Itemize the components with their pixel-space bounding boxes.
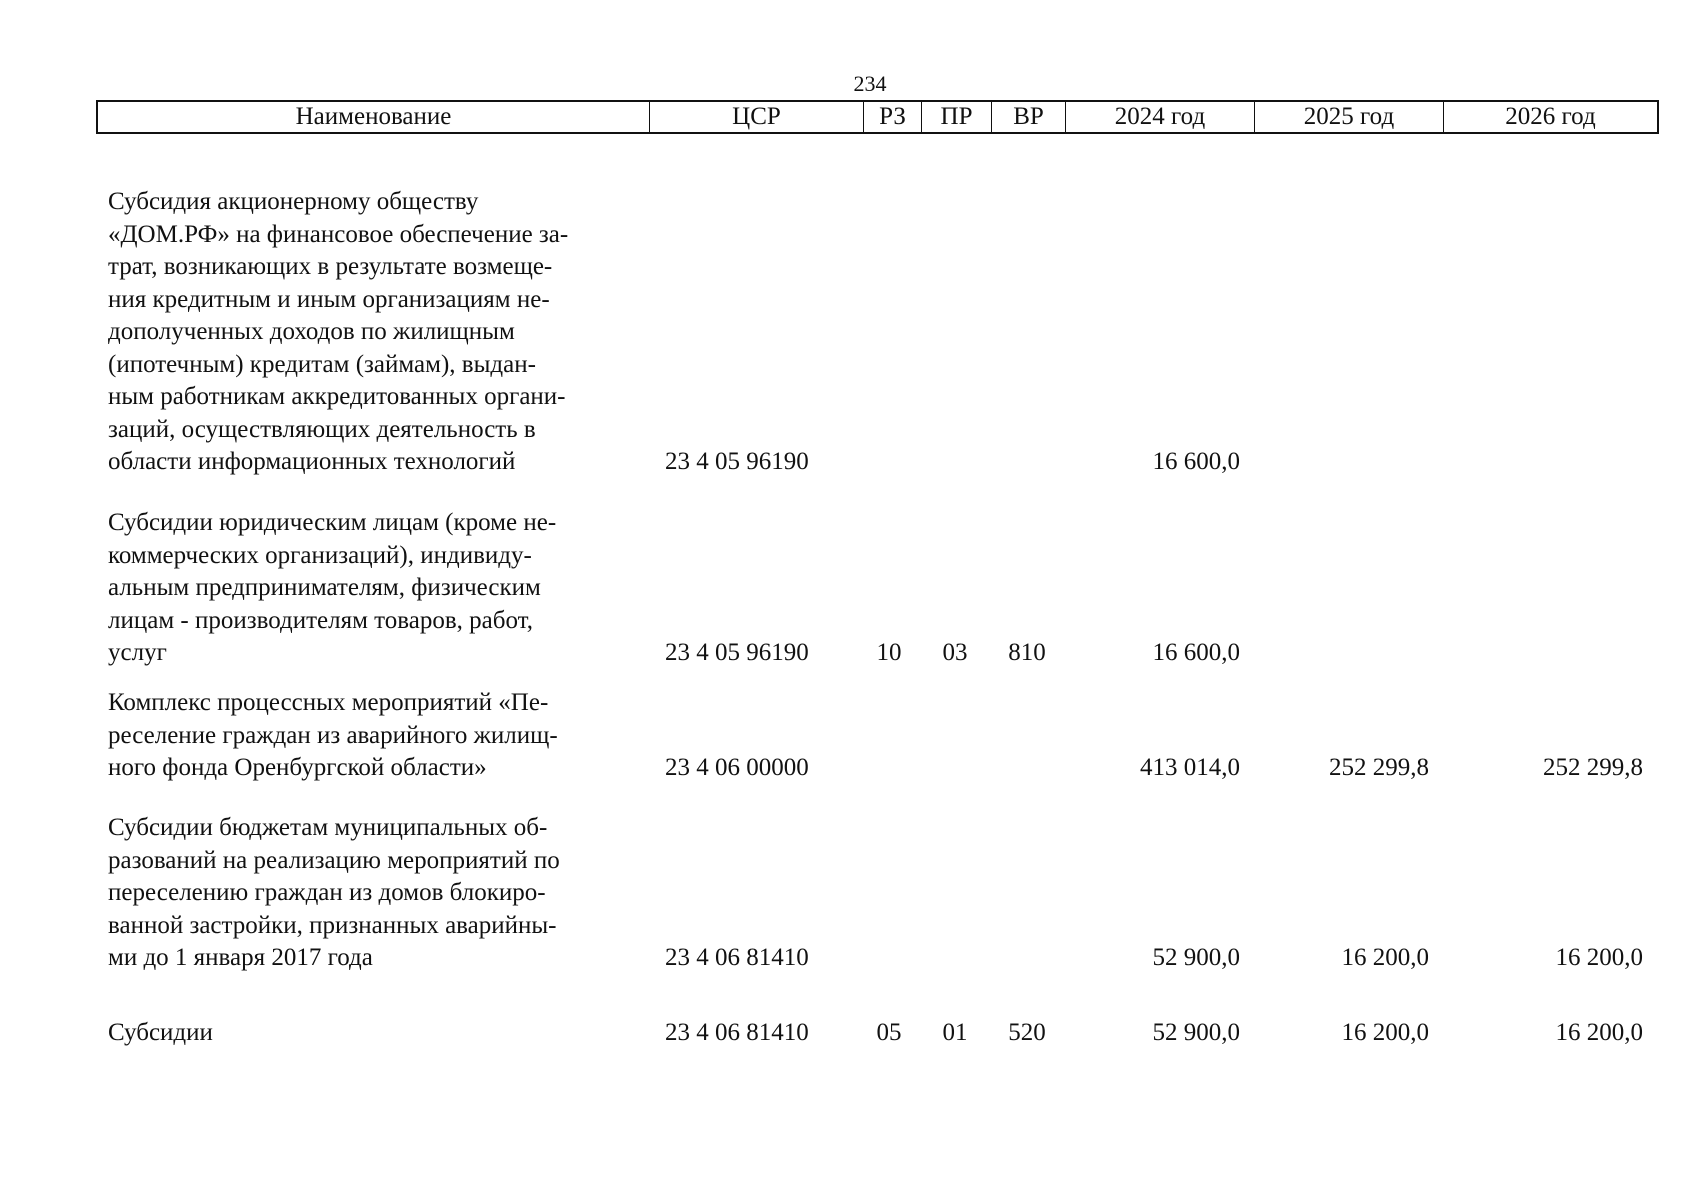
row-csr: 23 4 06 00000 <box>665 754 809 781</box>
page-number: 234 <box>853 71 887 96</box>
row-vr: 810 <box>1008 639 1046 666</box>
row-pr: 01 <box>942 1019 968 1046</box>
table-row <box>96 687 1659 785</box>
header-csr: ЦСР <box>650 102 864 132</box>
table-header <box>96 100 1659 134</box>
row-rz: 05 <box>876 1019 902 1046</box>
header-rz: РЗ <box>864 102 922 132</box>
header-vr: ВР <box>992 102 1066 132</box>
row-2024: 16 600,0 <box>1152 448 1240 475</box>
row-2026: 252 299,8 <box>1543 754 1643 781</box>
header-2025: 2025 год <box>1255 102 1444 132</box>
row-2024: 52 900,0 <box>1152 944 1240 971</box>
row-name: Комплекс процессных мероприятий «Пе- реселение граждан из аварийного жилищ- ного фонда Оренбургской области» <box>108 689 558 781</box>
row-2025: 16 200,0 <box>1341 1019 1429 1046</box>
row-name: Субсидия акционерному обществу «ДОМ.РФ» на финансовое обеспечение за- трат, возникающих в результате возмеще- ния кредитным и иным организациям не- дополученных доходов по жилищным (ипотечным) кредитам (займам), выдан- ным работникам аккредитованных органи- заций, осуществляющих деятельность в области информационных технологий <box>108 188 569 475</box>
row-name: Субсидии бюджетам муниципальных об- разований на реализацию мероприятий по переселению граждан из домов блокиро- ванной застройки, признанных аварийны- ми до 1 января 2017 года <box>108 814 560 971</box>
table-row <box>96 1017 1659 1050</box>
row-2025: 252 299,8 <box>1329 754 1429 781</box>
row-2024: 413 014,0 <box>1140 754 1240 781</box>
row-csr: 23 4 06 81410 <box>665 1019 809 1046</box>
header-pr: ПР <box>922 102 992 132</box>
row-2024: 16 600,0 <box>1152 639 1240 666</box>
row-name: Субсидии юридическим лицам (кроме не- коммерческих организаций), индивиду- альным предпринимателям, физическим лицам - производителям товаров, работ, услуг <box>108 509 557 666</box>
row-csr: 23 4 06 81410 <box>665 944 809 971</box>
row-2026: 16 200,0 <box>1555 1019 1643 1046</box>
row-2026: 16 200,0 <box>1555 944 1643 971</box>
table-row <box>96 812 1659 975</box>
header-name: Наименование <box>98 102 650 132</box>
table-row <box>96 186 1659 479</box>
header-2026: 2026 год <box>1505 103 1596 130</box>
row-csr: 23 4 05 96190 <box>665 639 809 666</box>
row-rz: 10 <box>876 639 902 666</box>
row-pr: 03 <box>942 639 968 666</box>
table-row <box>96 507 1659 670</box>
row-2025: 16 200,0 <box>1341 944 1429 971</box>
row-name: Субсидии <box>108 1019 213 1046</box>
row-vr: 520 <box>1008 1019 1046 1046</box>
header-2024: 2024 год <box>1066 102 1255 132</box>
row-csr: 23 4 05 96190 <box>665 448 809 475</box>
row-2024: 52 900,0 <box>1152 1019 1240 1046</box>
